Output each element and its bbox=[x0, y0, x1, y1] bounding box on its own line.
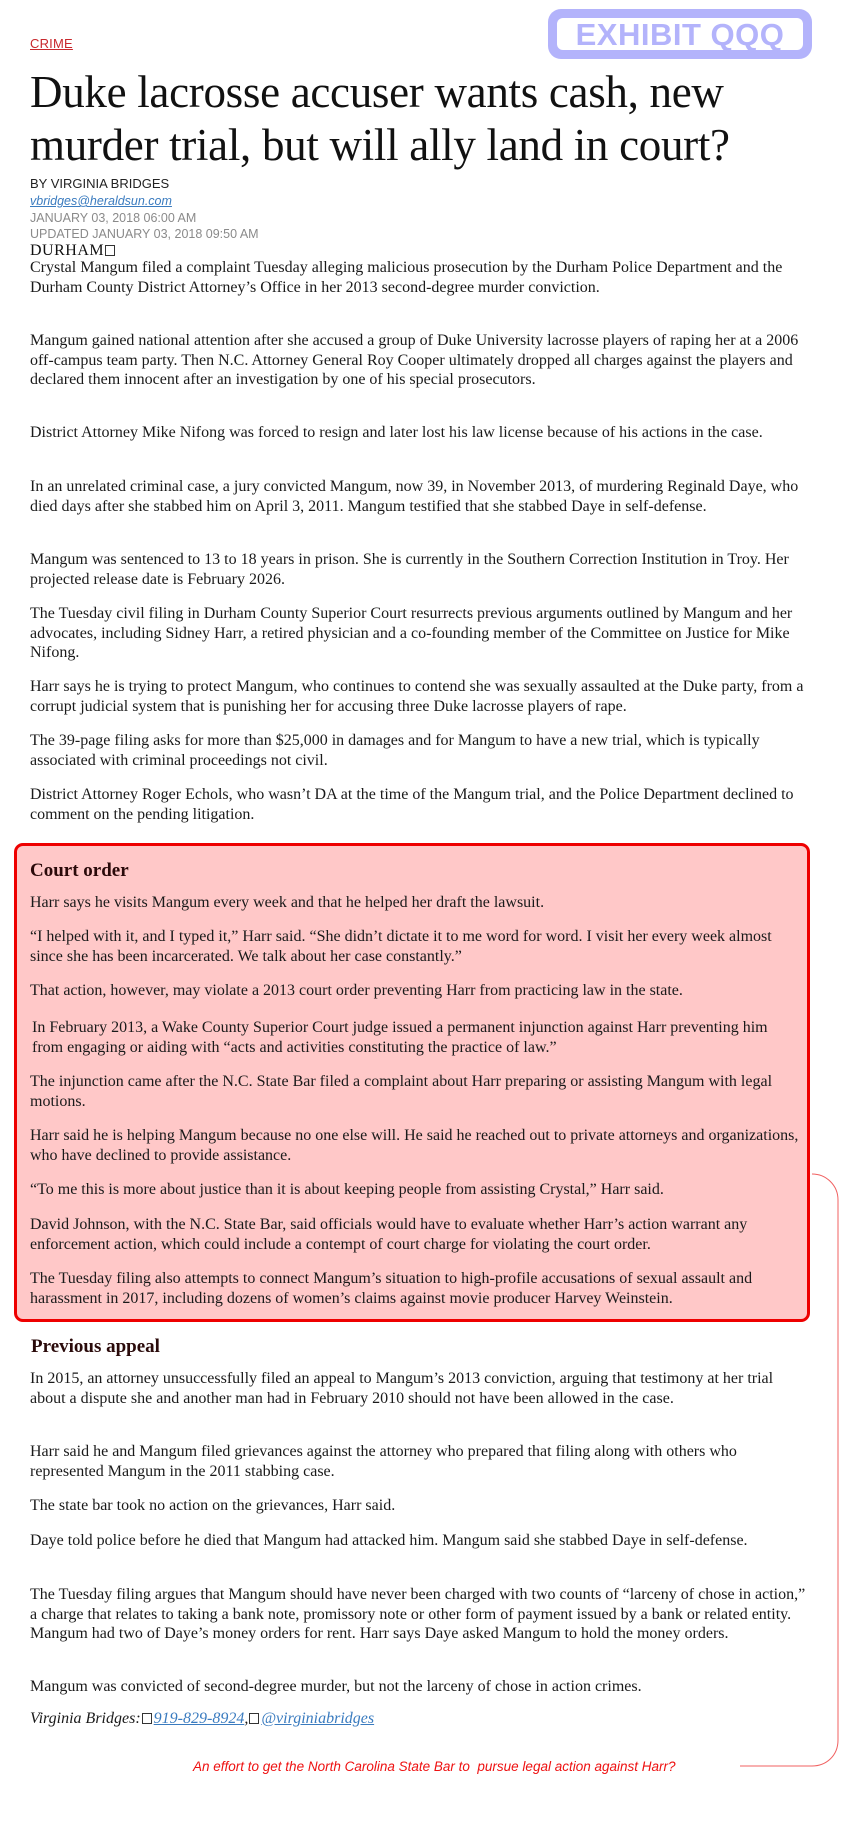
author-twitter-link[interactable]: @virginiabridges bbox=[261, 1710, 375, 1727]
paragraph: The Tuesday civil filing in Durham County Superior Court resurrects previous arguments outlined by Mangum and her advocates, including Sidney Harr, a retired physician and a co-founding member of the Committee on Justice for Mike Nifong. bbox=[30, 605, 793, 661]
exhibit-stamp bbox=[548, 9, 812, 59]
court-order-heading: Court order bbox=[30, 860, 129, 881]
court-order-paragraph: Harr says he visits Mangum every week and that he helped her draft the lawsuit. bbox=[30, 894, 545, 911]
appeal-paragraph: Mangum was convicted of second-degree murder, but not the larceny of chose in action crimes. bbox=[30, 1678, 642, 1695]
paragraph: In an unrelated criminal case, a jury convicted Mangum, now 39, in November 2013, of murdering Reginald Daye, who died days after she stabbed him on April 3, 2011. Mangum testified that she stabbed Daye in self-defense. bbox=[30, 478, 799, 515]
missing-glyph-icon bbox=[105, 245, 115, 256]
dateline-text: DURHAM bbox=[30, 242, 105, 259]
previous-appeal-heading: Previous appeal bbox=[31, 1336, 160, 1357]
exhibit-stamp-inner bbox=[557, 18, 803, 50]
court-order-paragraph: “To me this is more about justice than it is about keeping people from assisting Crystal,” Harr said. bbox=[30, 1181, 664, 1198]
paragraph: Mangum gained national attention after she accused a group of Duke University lacrosse players of raping her at a 2006 off-campus team party. Then N.C. Attorney General Roy Cooper ultimately dropped all charges against the players and declared them innocent after an investigation by one of his special prosecutors. bbox=[30, 332, 799, 388]
author-email-link[interactable]: vbridges@heraldsun.com bbox=[30, 194, 172, 208]
article-meta bbox=[30, 176, 259, 260]
court-order-paragraph: Harr said he is helping Mangum because no one else will. He said he reached out to private attorneys and organizations, who have declined to provide assistance. bbox=[30, 1127, 799, 1164]
court-order-paragraph: That action, however, may violate a 2013 court order preventing Harr from practicing law in the state. bbox=[30, 982, 683, 999]
paragraph: Harr says he is trying to protect Mangum, who continues to contend she was sexually assaulted at the Duke party, from a corrupt judicial system that is punishing her for accusing three Duke lacrosse players of rape. bbox=[30, 678, 804, 715]
missing-glyph-icon bbox=[142, 1713, 152, 1724]
signoff-separator: , bbox=[244, 1710, 249, 1727]
paragraph: District Attorney Roger Echols, who wasn’t DA at the time of the Mangum trial, and the Police Department declined to comment on the pending litigation. bbox=[30, 786, 794, 823]
court-order-paragraph: “I helped with it, and I typed it,” Harr said. “She didn’t dictate it to me word for word. I visit her every week almost since she has been incarcerated. We talk about her case constantly.” bbox=[30, 928, 772, 965]
paragraph: Crystal Mangum filed a complaint Tuesday alleging malicious prosecution by the Durham Police Department and the Durham County District Attorney’s Office in her 2013 second-degree murder conviction. bbox=[30, 259, 783, 296]
section-link-crime[interactable]: CRIME bbox=[30, 36, 73, 51]
paragraph: Mangum was sentenced to 13 to 18 years in prison. She is currently in the Southern Correction Institution in Troy. Her projected release date is February 2026. bbox=[30, 551, 789, 588]
exhibit-label: EXHIBIT QQQ bbox=[575, 16, 785, 52]
author-phone-link[interactable]: 919-829-8924 bbox=[153, 1710, 245, 1727]
appeal-paragraph: In 2015, an attorney unsuccessfully filed an appeal to Mangum’s 2013 conviction, arguing that testimony at her trial about a dispute she and another man had in February 2010 should not have been allowed in the case. bbox=[30, 1370, 774, 1407]
byline: BY VIRGINIA BRIDGES bbox=[30, 176, 170, 191]
missing-glyph-icon bbox=[249, 1713, 259, 1724]
appeal-paragraph: The Tuesday filing argues that Mangum should have never been charged with two counts of “larceny of chose in action,” a charge that relates to taking a bank note, promissory note or other form of payment issued by a bank or related entity. Mangum had two of Daye’s money orders for rent. Harr says Daye asked Mangum to hold the money orders. bbox=[30, 1586, 806, 1642]
paragraph: The 39-page filing asks for more than $25,000 in damages and for Mangum to have a new trial, which is typically associated with criminal proceedings not civil. bbox=[30, 732, 760, 769]
court-order-paragraph: The injunction came after the N.C. State Bar filed a complaint about Harr preparing or assisting Mangum with legal motions. bbox=[30, 1073, 773, 1110]
updated-date: UPDATED JANUARY 03, 2018 09:50 AM bbox=[30, 227, 259, 241]
court-order-paragraph: The Tuesday filing also attempts to connect Mangum’s situation to high-profile accusations of sexual assault and harassment in 2017, including dozens of women’s claims against movie producer Harvey Weinstein. bbox=[30, 1270, 753, 1307]
court-order-paragraph: In February 2013, a Wake County Superior Court judge issued a permanent injunction against Harr preventing him from engaging or aiding with “acts and activities constituting the practice of law.” bbox=[32, 1019, 768, 1056]
appeal-paragraph: Daye told police before he died that Mangum had attacked him. Mangum said she stabbed Daye in self-defense. bbox=[30, 1532, 748, 1549]
appeal-paragraph: Harr said he and Mangum filed grievances against the attorney who prepared that filing along with others who represented Mangum in the 2011 stabbing case. bbox=[30, 1443, 737, 1480]
handwritten-annotation: An effort to get the North Carolina State Bar to pursue legal action against Harr? bbox=[193, 1759, 676, 1774]
appeal-paragraph: The state bar took no action on the grievances, Harr said. bbox=[30, 1497, 396, 1514]
author-signoff bbox=[30, 1710, 374, 1728]
signoff-name: Virginia Bridges: bbox=[30, 1710, 141, 1727]
headline: Duke lacrosse accuser wants cash, new murder trial, but will ally land in court? bbox=[30, 67, 730, 170]
paragraph: District Attorney Mike Nifong was forced to resign and later lost his law license because of his actions in the case. bbox=[30, 424, 763, 441]
published-date: JANUARY 03, 2018 06:00 AM bbox=[30, 211, 197, 225]
court-order-paragraph: David Johnson, with the N.C. State Bar, said officials would have to evaluate whether Harr’s action warrant any enforcement action, which could include a contempt of court charge for violating the court order. bbox=[30, 1216, 748, 1253]
